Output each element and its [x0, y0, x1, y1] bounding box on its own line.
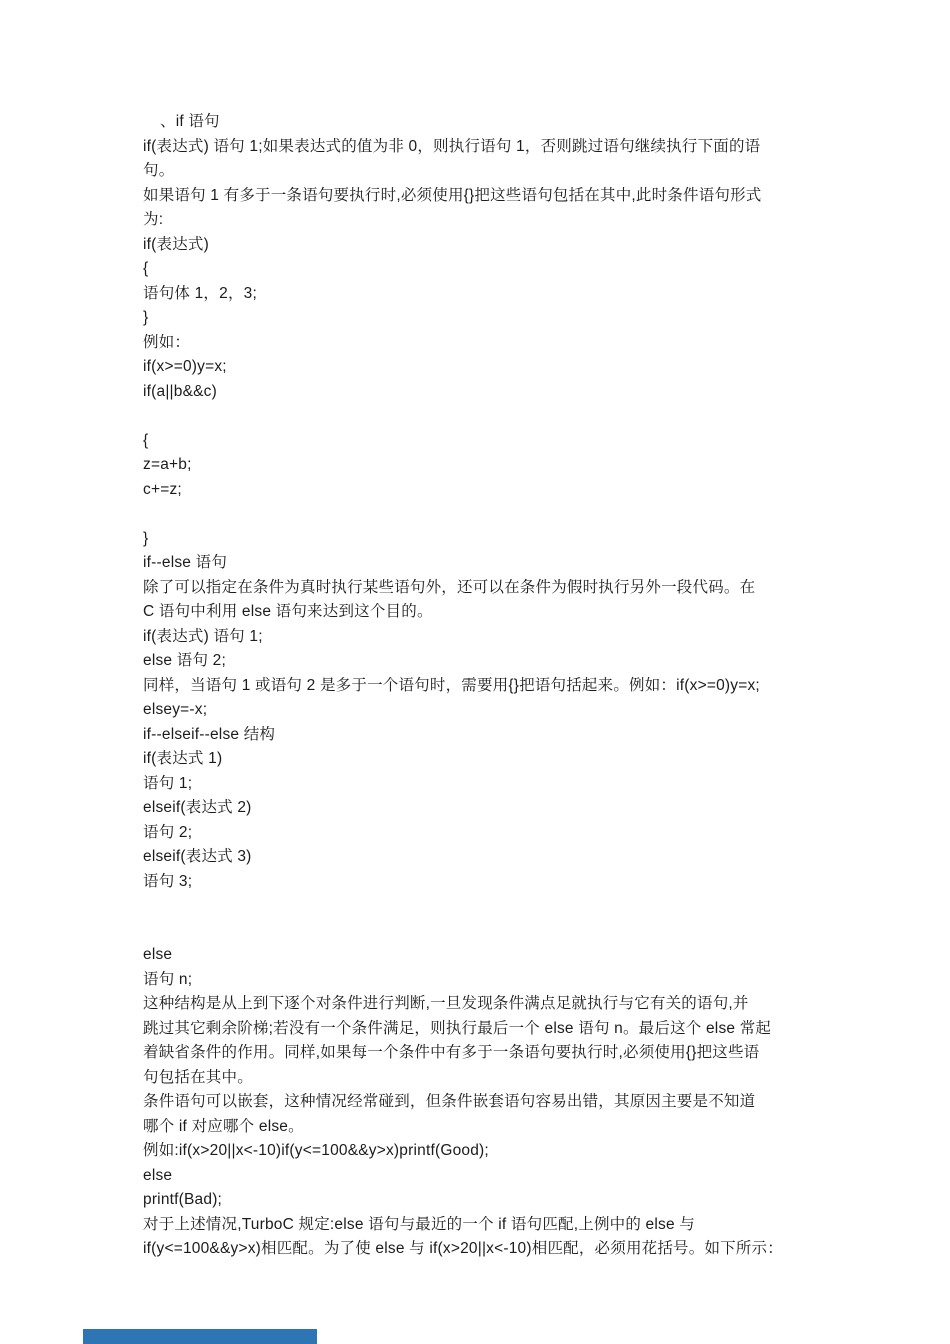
- text-line: elsey=-x;: [143, 701, 208, 718]
- text-line: z=a+b;: [143, 456, 192, 473]
- document-text[interactable]: [143, 110, 815, 1262]
- text-line: 语句 1;: [143, 774, 193, 792]
- text-line: 哪个 if 对应哪个 else。: [143, 1117, 304, 1135]
- text-line: 条件语句可以嵌套，这种情况经常碰到，但条件嵌套语句容易出错，其原因主要是不知道: [143, 1093, 756, 1110]
- text-line: 句包括在其中。: [143, 1068, 253, 1086]
- text-line: else 语句 2;: [143, 652, 226, 669]
- text-line: C 语句中利用 else 语句来达到这个目的。: [143, 603, 433, 620]
- text-line: else: [143, 1166, 173, 1184]
- text-line: elseif(表达式 3): [143, 848, 252, 865]
- text-line: if(x>=0)y=x;: [143, 358, 227, 375]
- text-line: 语句 2;: [143, 823, 193, 841]
- text-line: [143, 894, 815, 919]
- text-line: else: [143, 946, 173, 963]
- text-line: [143, 404, 815, 429]
- text-line: printf(Bad);: [143, 1191, 223, 1208]
- text-line: {: [143, 431, 149, 449]
- text-line: }: [143, 529, 149, 547]
- text-line: 语句体 1，2，3;: [143, 284, 257, 302]
- text-line: 为:: [143, 211, 164, 228]
- text-line: 例如:if(x>20||x<-10)if(y<=100&&y>x)printf(Good);: [143, 1142, 489, 1159]
- text-line: if(表达式) 语句 1;: [143, 627, 263, 645]
- text-line: 例如：: [143, 333, 191, 351]
- text-line: elseif(表达式 2): [143, 799, 252, 816]
- text-line: [143, 502, 815, 527]
- text-line: 语句 3;: [143, 872, 193, 890]
- text-line: 除了可以指定在条件为真时执行某些语句外，还可以在条件为假时执行另外一段代码。在: [143, 578, 756, 596]
- text-line: if(表达式): [143, 235, 209, 253]
- text-line: c+=z;: [143, 480, 182, 498]
- text-line: 同样，当语句 1 或语句 2 是多于一个语句时，需要用{}把语句括起来。例如：if(x>=0)y=x;: [143, 676, 760, 694]
- text-line: {: [143, 260, 149, 277]
- text-line: 着缺省条件的作用。同样,如果每一个条件中有多于一条语句要执行时,必须使用{}把这些语: [143, 1044, 760, 1061]
- text-line: if(y<=100&&y>x)相匹配。为了使 else 与 if(x>20||x<-10)相匹配，必须用花括号。如下所示：: [143, 1240, 783, 1257]
- text-line: 句。: [143, 162, 175, 179]
- selection-highlight-bar: [83, 1329, 317, 1344]
- text-line: }: [143, 309, 149, 326]
- text-line: [143, 919, 815, 944]
- text-line: if(a||b&&c): [143, 382, 217, 400]
- text-line: 如果语句 1 有多于一条语句要执行时,必须使用{}把这些语句包括在其中,此时条件语句形式: [143, 186, 762, 204]
- text-line: if(表达式 1): [143, 750, 223, 767]
- text-line: 这种结构是从上到下逐个对条件进行判断,一旦发现条件满点足就执行与它有关的语句,并: [143, 995, 749, 1012]
- text-line: if--elseif--else 结构: [143, 725, 276, 743]
- text-line: 、if 语句: [160, 113, 220, 130]
- text-line: 语句 n;: [143, 970, 193, 988]
- text-line: 跳过其它剩余阶梯;若没有一个条件满足，则执行最后一个 else 语句 n。最后这个 else 常起: [143, 1019, 772, 1037]
- text-line: 对于上述情况,TurboC 规定:else 语句与最近的一个 if 语句匹配,上例中的 else 与: [143, 1215, 695, 1233]
- text-line: if--else 语句: [143, 554, 228, 571]
- text-line: if(表达式) 语句 1;如果表达式的值为非 0，则执行语句 1，否则跳过语句继续执行下面的语: [143, 137, 761, 155]
